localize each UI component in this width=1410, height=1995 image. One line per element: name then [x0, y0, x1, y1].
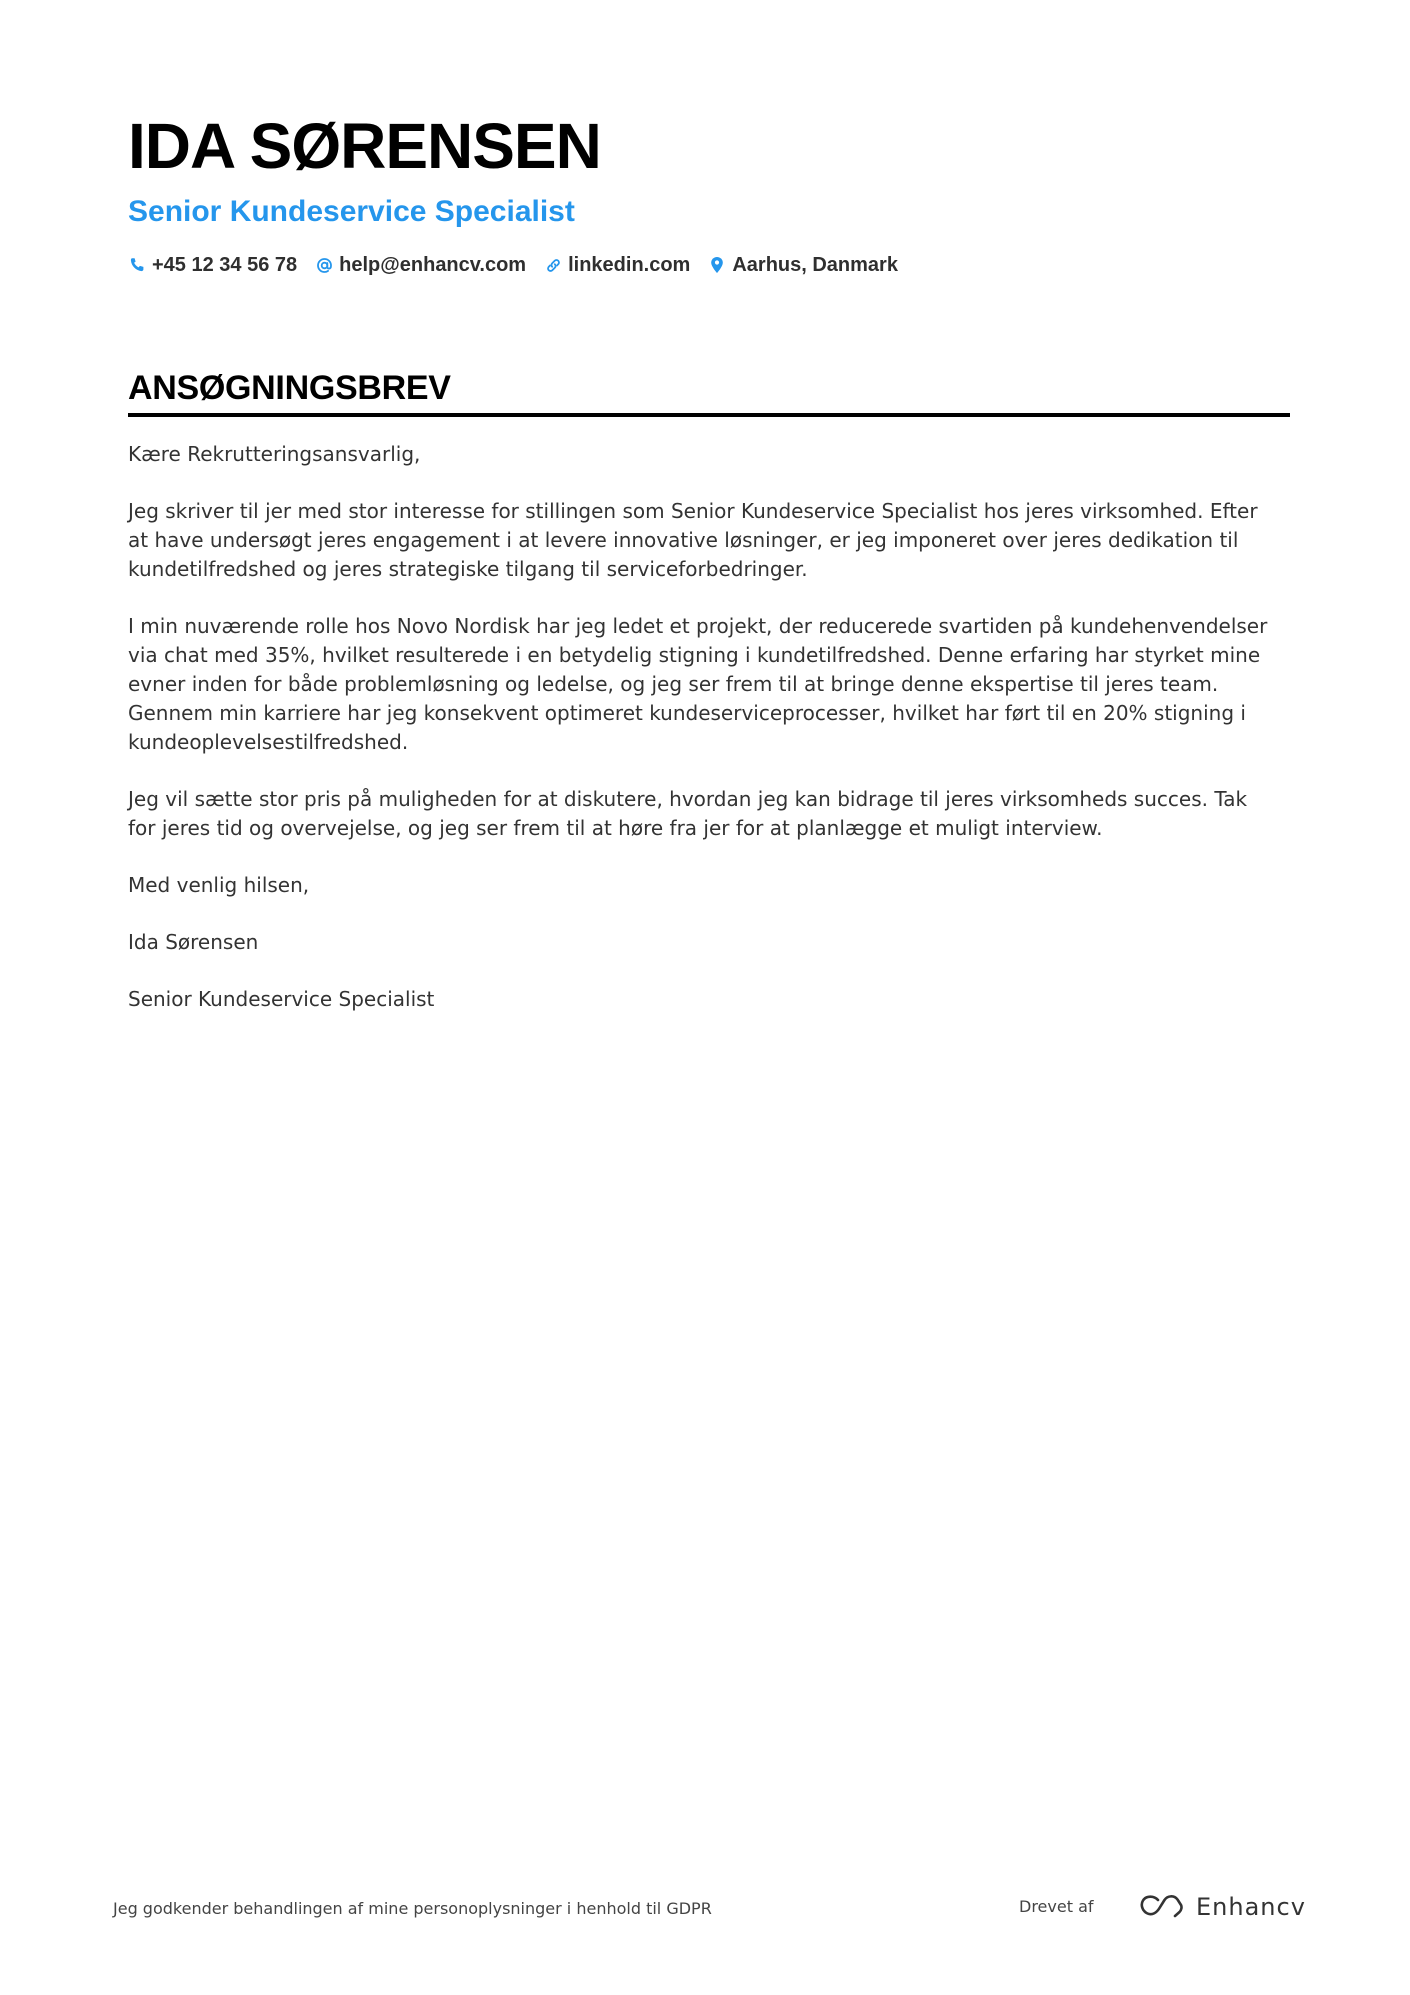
at-icon [315, 256, 333, 274]
powered-by-label: Drevet af [1019, 1897, 1094, 1916]
contact-phone[interactable] [128, 252, 297, 278]
link-icon [544, 256, 562, 274]
enhancv-brand-link[interactable] [1138, 1890, 1306, 1924]
header [128, 108, 1288, 278]
letter-greeting: Kære Rekrutteringsansvarlig, [128, 442, 421, 466]
contact-location [708, 252, 898, 278]
gdpr-consent-text: Jeg godkender behandlingen af mine personoplysninger i henhold til GDPR [113, 1899, 712, 1918]
contact-phone-text: +45 12 34 56 78 [152, 254, 298, 276]
contact-linkedin-text: linkedin.com [568, 254, 691, 276]
letter-paragraph-3: Jeg vil sætte stor pris på muligheden for at diskutere, hvordan jeg kan bidrage til jeres virksomheds succes. Tak for jeres tid og overvejelse, og jeg ser frem til at høre fra jer for at planlægge et muligt interview. [128, 787, 1248, 840]
letter-paragraph-1: Jeg skriver til jer med stor interesse for stillingen som Senior Kundeservice Specialist hos jeres virksomhed. Efter at have undersøgt jeres engagement i at levere innovative løsninger, er jeg imponeret over jeres dedikation til kundetilfredshed og jeres strategiske tilgang til serviceforbedringer. [128, 499, 1258, 581]
contact-bar [128, 252, 1288, 278]
enhancv-logo-icon [1138, 1892, 1186, 1922]
candidate-title: Senior Kundeservice Specialist [128, 195, 575, 228]
letter-paragraph-2: I min nuværende rolle hos Novo Nordisk har jeg ledet et projekt, der reducerede svartiden på kundehenvendelser via chat med 35%, hvilket resulterede i en betydelig stigning i kundetilfredshed. Denne erfaring har styrket mine evner inden for både problemløsning og ledelse, og jeg ser frem til at bringe denne ekspertise til jeres team. Gennem min karriere har jeg konsekvent optimeret kundeserviceprocesser, hvilket har ført til en 20% stigning i kundeoplevelsestilfredshed. [128, 614, 1268, 754]
footer [113, 1890, 1306, 1930]
signature-title: Senior Kundeservice Specialist [128, 987, 435, 1011]
section-divider [128, 413, 1290, 417]
letter-closing: Med venlig hilsen, [128, 873, 310, 897]
letter-body [128, 440, 1268, 1042]
candidate-name: IDA SØRENSEN [128, 110, 601, 182]
phone-icon [128, 256, 146, 274]
enhancv-brand-name: Enhancv [1196, 1893, 1306, 1921]
signature-name: Ida Sørensen [128, 930, 259, 954]
cover-letter-section [128, 367, 1290, 417]
contact-linkedin[interactable] [544, 252, 690, 278]
contact-location-text: Aarhus, Danmark [732, 254, 898, 276]
contact-email[interactable] [315, 252, 526, 278]
section-title: ANSØGNINGSBREV [128, 369, 451, 407]
contact-email-text: help@enhancv.com [339, 254, 527, 276]
location-pin-icon [708, 256, 726, 274]
